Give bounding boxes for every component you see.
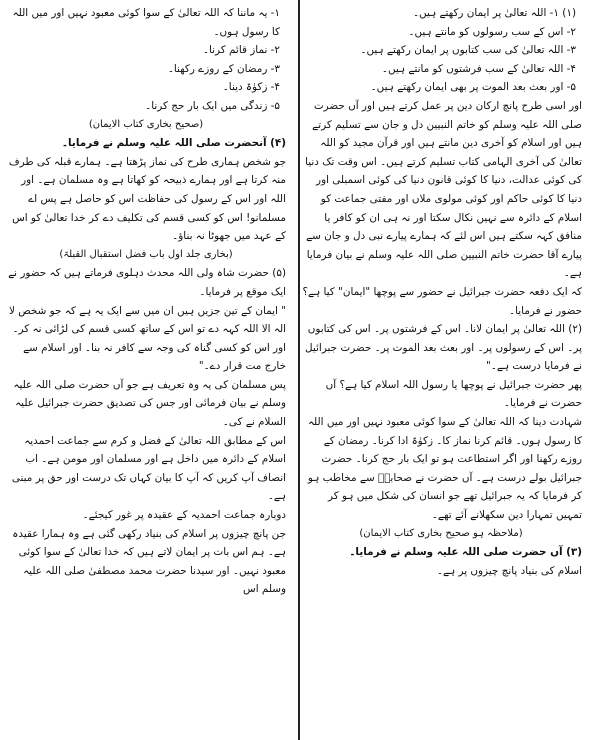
column-divider (298, 0, 300, 740)
paragraph: جو شخص ہماری طرح کی نماز پڑھتا ہے۔ ہمارے قبلہ کی طرف منہ کرتا ہے اور ہمارے ذبیحہ کو کھاتا ہے وہ مسلمان ہے۔ اور اللہ اور اس کے رسول کی حفاظت اس کو حاصل ہے پس اے مسلمانو! اس کو کسی قسم کی تکلیف دے کر خدا تعالیٰ کو اس کے عہد میں جھوٹا نہ بناؤ۔ (8, 155, 286, 243)
paragraph: (۵) حضرت شاہ ولی اللہ محدث دہلوی فرماتے ہیں کہ حضور نے ایک موقع پر فرمایا۔ (8, 267, 286, 298)
paragraph: اور اسی طرح پانچ ارکان دین پر عمل کرتے ہیں اور آں حضرت صلی اللہ علیہ وسلم کو خاتم النبیین دل و جان سے تسلیم کرتے ہیں اور اسلام کو آخری دین مانتے ہیں اور قرآن مجید کو اللہ تعالیٰ کی آخری الہامی کتاب تسلیم کرتے ہیں۔ اس وقت تک دنیا کی کوئی عدالت، دنیا کا کوئی قانون دنیا کی کوئی اسمبلی اور دنیا کا کوئی حاکم اور کوئی مولوی ملاں اور مفتی جماعت کو اسلام کے دائرہ سے نہیں نکال سکتا اور نہ ہی ان کو کافر یا منافق کہہ سکتے ہیں اس لئے کہ ہمارے پیارے نبی دل و جان سے پیارے آقا حضرت خاتم النبیین صلی اللہ علیہ وسلم نے بیان فرمایا ہے۔ (305, 99, 582, 280)
reference: (ملاحظہ ہو صحیح بخاری کتاب الایمان) (359, 527, 523, 539)
right-column (300, 4, 582, 580)
list-item: ۵- اور بعث بعد الموت پر بھی ایمان رکھتے ہیں۔ (370, 81, 576, 94)
reference: (بخاری جلد اول باب فضل استقبال القبلۃ) (59, 248, 233, 260)
paragraph-heading: (۳) آں حضرت صلی اللہ علیہ وسلم نے فرمایا۔ (349, 546, 582, 559)
paragraph: اس کے مطابق اللہ تعالیٰ کے فضل و کرم سے جماعت احمدیہ اسلام کے دائرہ میں داخل ہے اور مسلمان اور مومن ہے۔ اب انصاف آپ کریں کہ آپ کا بیان کہاں تک درست اور حق پر مبنی ہے۔ (11, 434, 286, 503)
paragraph: پس مسلمان کی یہ وہ تعریف ہے جو آں حضرت صلی اللہ علیہ وسلم نے بیان فرمائی اور جس کی تصدیق حضرت جبرائیل علیہ السلام نے کی۔ (13, 378, 286, 429)
list-item: ۳- اللہ تعالیٰ کی سب کتابوں پر ایمان رکھتے ہیں۔ (360, 44, 576, 57)
list-item: ۲- نماز قائم کرنا۔ (202, 44, 280, 57)
quote: " ایمان کے تین جزیں ہیں ان میں سے ایک یہ ہے کہ جو شخص لا الہ الا اللہ کہہ دے تو اس کے ساتھ کسی قسم کی لڑائی نہ کر۔ اور اس کو کسی گناہ کی وجہ سے کافر نہ بنا۔ اور اسلام سے خارج مت قرار دے۔" (8, 304, 286, 373)
reference: (صحیح بخاری کتاب الایمان) (88, 118, 204, 130)
list-item: ۴- زکوٰۃ دینا۔ (222, 81, 280, 94)
list-item: ۳- رمضان کے روزے رکھنا۔ (167, 62, 280, 75)
list-item: ۵- زندگی میں ایک بار حج کرنا۔ (145, 99, 280, 112)
paragraph: اسلام کی بنیاد پانچ چیزوں پر ہے۔ (436, 564, 582, 577)
list-item: ۱- یہ ماننا کہ اللہ تعالیٰ کے سوا کوئی معبود نہیں اور میں اللہ کا رسول ہوں۔ (12, 7, 280, 38)
paragraph: دوبارہ جماعت احمدیہ کے عقیدہ پر غور کیجئے۔ (82, 509, 286, 522)
paragraph: جن پانچ چیزوں پر اسلام کی بنیاد رکھی گئی ہے وہ ہمارا عقیدہ ہے۔ ہم اس بات پر ایمان لاتے ہیں کہ خدا تعالیٰ کے سوا کوئی معبود نہیں۔ اور سیدنا حضرت محمد مصطفیٰ صلی اللہ علیہ وسلم اس (12, 527, 286, 596)
paragraph-heading: (۴) آنحضرت صلی اللہ علیہ وسلم نے فرمایا۔ (61, 137, 286, 150)
list-item: (۱) ۱- اللہ تعالیٰ پر ایمان رکھتے ہیں۔ (412, 7, 576, 19)
list-item: ۴- اللہ تعالیٰ کے سب فرشتوں کو مانتے ہیں۔ (381, 62, 576, 75)
left-column (6, 4, 286, 599)
paragraph: شہادت دینا کہ اللہ تعالیٰ کے سوا کوئی معبود نہیں اور میں اللہ کا رسول ہوں۔ قائم کرنا نماز کا۔ زکوٰۃ ادا کرنا۔ رمضان کے روزے رکھنا اور اگر استطاعت ہو تو ایک بار حج کرنا۔ حضرت جبرائیل بولے درست ہے۔ آں حضرت نے صحابہؓ سے مخاطب ہو کر فرمایا کہ یہ جبرائیل تھے جو انسان کی شکل میں ہو کر تمہیں تمہارا دین سکھلانے آئے تھے۔ (307, 416, 582, 522)
list-item: ۲- اس کے سب رسولوں کو مانتے ہیں۔ (408, 25, 576, 38)
paragraph: (۲) اللہ تعالیٰ پر ایمان لانا۔ اس کے فرشتوں پر۔ اس کی کتابوں پر۔ اس کے رسولوں پر۔ اور بعث بعد الموت پر۔ حضرت جبرائیل نے فرمایا درست ہے۔" (305, 323, 582, 373)
paragraph: کہ ایک دفعہ حضرت جبرائیل نے حضور سے پوچھا "ایمان" کیا ہے؟ حضور نے فرمایا۔ (302, 285, 582, 317)
paragraph: پھر حضرت جبرائیل نے پوچھا یا رسول اللہ اسلام کیا ہے؟ آں حضرت نے فرمایا۔ (325, 378, 582, 410)
